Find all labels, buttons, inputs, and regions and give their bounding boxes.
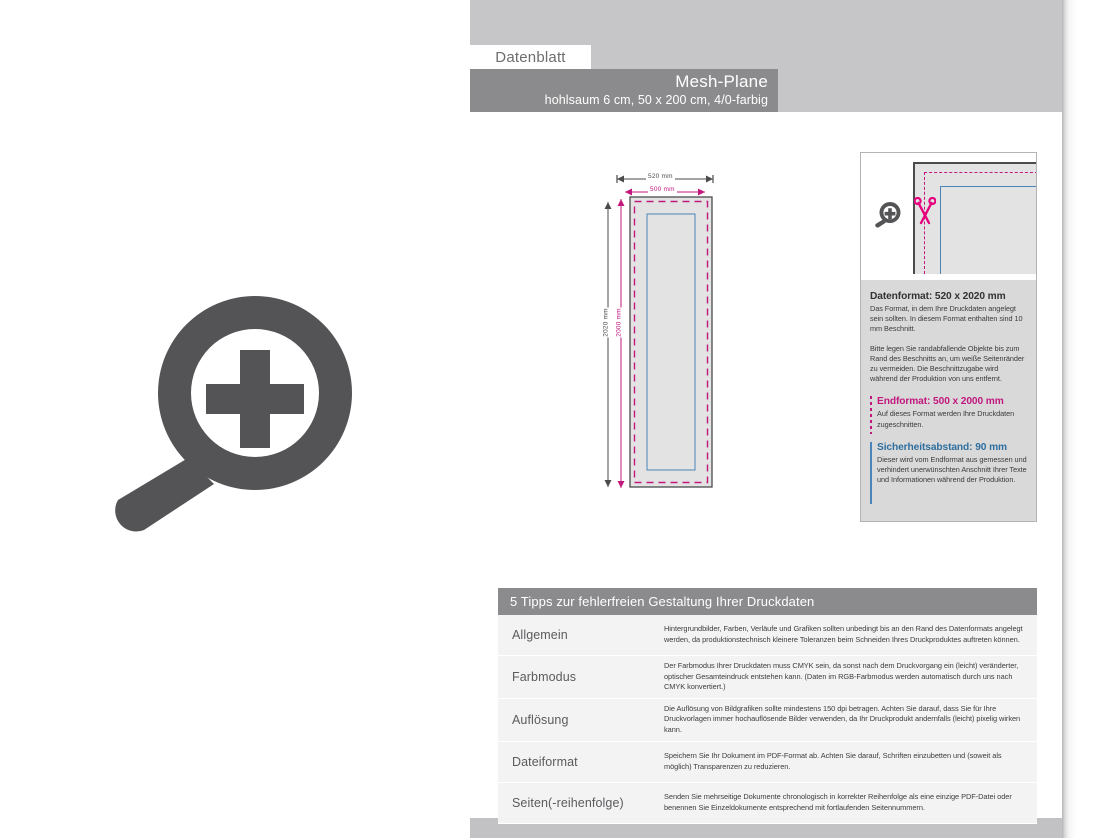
format-info-text [861, 280, 1036, 521]
tip-description: Senden Sie mehrseitige Dokumente chronologisch in korrekter Reihenfolge als eine einzige PDF-Datei oder benennen Sie Einzeldokumente entsprechend mit fortlaufenden Seitennummern. [664, 791, 1012, 812]
endformat-text: Auf dieses Format werden Ihre Druckdaten zugeschnitten. [877, 409, 1015, 429]
sicherheitsabstand-heading: Sicherheitsabstand: 90 mm [877, 441, 1007, 453]
magnifier-plus-icon [104, 288, 356, 540]
table-row [498, 742, 1037, 783]
format-info-panel [860, 152, 1037, 522]
info-block-sicherheitsabstand [870, 441, 1027, 486]
tips-table [498, 588, 1037, 824]
scissors-icon [914, 197, 936, 231]
datenblatt-label: Datenblatt [495, 48, 566, 66]
info-block-endformat [870, 395, 1027, 429]
dim-height-inner: 2000 mm [615, 308, 623, 337]
tip-label: Auflösung [512, 712, 569, 727]
sicherheitsabstand-rule-icon [870, 442, 872, 504]
datenformat-heading: Datenformat: 520 x 2020 mm [870, 291, 1006, 302]
dim-width-inner: 500 mm [650, 186, 675, 193]
product-header-bar [470, 69, 778, 112]
table-row [498, 615, 1037, 656]
sicherheitsabstand-text: Dieser wird vom Endformat aus gemessen und verhindert unerwünschten Anschnitt Ihrer Texte und Informationen während der Produktion. [877, 454, 1027, 485]
preview-safety-margin [940, 186, 1036, 274]
table-row [498, 783, 1037, 824]
tip-description: Der Farbmodus Ihrer Druckdaten muss CMYK sein, da sonst nach dem Druckvorgang ein (leicht) veränderter, optischer Gesamteindruck entstehen kann. (Daten im RGB-Farbmodus werden automatisch durch uns nach CMYK konvertiert.) [664, 661, 1019, 692]
corner-preview [861, 153, 1036, 280]
magnifier-plus-icon [873, 201, 901, 229]
datenblatt-tab [470, 45, 591, 69]
endformat-heading: Endformat: 500 x 2000 mm [877, 396, 1004, 408]
tips-table-heading: 5 Tipps zur fehlerfreien Gestaltung Ihrer Druckdaten [498, 588, 1037, 615]
datenformat-text-1: Das Format, in dem Ihre Druckdaten angelegt sein sollten. In diesem Format enthalten sind 10 mm Beschnitt. [870, 304, 1023, 334]
tip-description: Speichern Sie Ihr Dokument im PDF-Format ab. Achten Sie darauf, Schriften einzubetten und (soweit als möglich) Transparenzen zu reduzieren. [664, 750, 1002, 771]
tip-label: Dateiformat [512, 754, 578, 769]
tip-description: Die Auflösung von Bildgrafiken sollte mindestens 150 dpi betragen. Achten Sie darauf, dass Sie für Ihre Druckvorlagen immer hochauflösende Bilder verwenden, da Ihr Druckprodukt andernfalls (leicht) pixelig wirken kann. [664, 703, 1021, 734]
product-subtitle: hohlsaum 6 cm, 50 x 200 cm, 4/0-farbig [544, 93, 768, 107]
info-block-datenformat [870, 290, 1027, 384]
endformat-rule-icon [870, 396, 872, 434]
tip-label: Allgemein [512, 628, 568, 642]
tip-label: Farbmodus [512, 669, 577, 684]
dim-width-outer: 520 mm [648, 173, 673, 180]
table-row [498, 656, 1037, 699]
product-title: Mesh-Plane [675, 72, 768, 91]
technical-drawing [600, 166, 730, 496]
tip-label: Seiten(-reihenfolge) [512, 795, 624, 810]
table-row [498, 699, 1037, 742]
datenformat-text-2: Bitte legen Sie randabfallende Objekte bis zum Rand des Beschnitts an, um weiße Seitenränder zu vermeiden. Die Beschnittzugabe wird während der Produktion von uns entfernt. [870, 343, 1025, 384]
page-edge-shadow [1062, 0, 1076, 838]
dim-height-outer: 2020 mm [602, 308, 610, 337]
tip-description: Hintergrundbilder, Farben, Verläufe und Grafiken sollten unbedingt bis an den Rand des Datenformats angelegt werden, da produktionstechnisch kleinere Toleranzen beim Schneiden Ihres Druckproduktes auftreten können. [664, 624, 1023, 644]
